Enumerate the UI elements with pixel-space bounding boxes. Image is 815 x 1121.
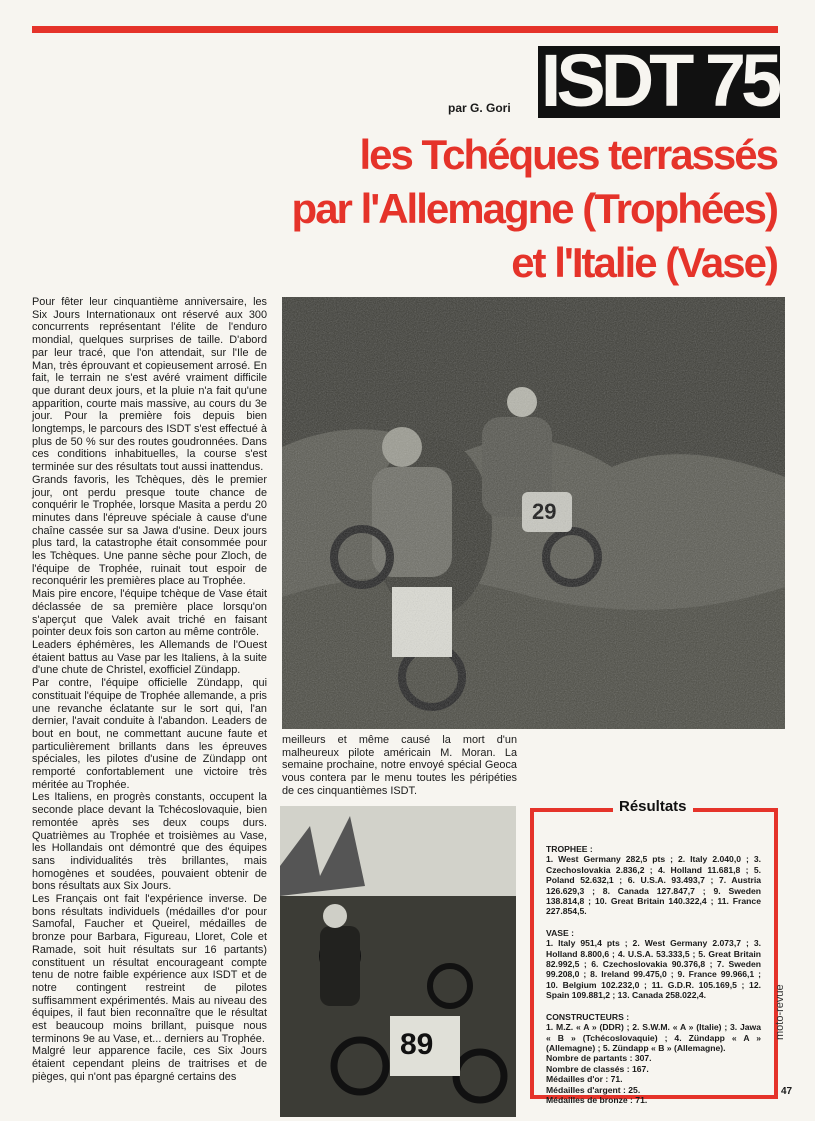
results-body bbox=[546, 844, 761, 1105]
article-paragraph: Les Français ont fait l'expérience inverse. De bons résultats individuels (médailles d'or pour Samofal, Faucher et Queirel, médailles de bronze pour Barbara, Figureau, Lloret, Cole et Ramade, soit huit résultats sur 16 partants) constituent un résultat encourageant compte tenu de notre faible expérience aux ISDT et de notre contingent restreint de pilotes suffisamment expérimentés. Mais au niveau des équipes, il faut bien reconnaître que le résultat est beaucoup moins brillant, puisque nous terminons 9e au Vase, et... derniers au Trophée. bbox=[32, 893, 267, 1045]
article-paragraph: Les Italiens, en progrès constants, occupent la seconde place devant la Tchécoslovaquie, bien remontée après ses deux coups durs. Quatrièmes au Trophée et troisièmes au Vase, les Hollandais ont démontré que des équipes sans individualités très brillantes, mais homogènes et soudées, pouvaient obtenir de bons résultats aux Six Jours. bbox=[32, 791, 267, 893]
article-paragraph: Malgré leur apparence facile, ces Six Jours étaient cependant pleins de traitrises et de pièges, qui n'ont pas épargné certains des bbox=[32, 1045, 267, 1083]
small-photo-bib-number: 89 bbox=[400, 1028, 434, 1061]
results-constructeurs-text: 1. M.Z. « A » (DDR) ; 2. S.W.M. « A » (Italie) ; 3. Jawa « B » (Tchécoslovaquie) ; 4. Zündapp « A » (Allemagne) ; 5. Zündapp « B » (Allemagne). bbox=[546, 1022, 761, 1053]
article-paragraph: Par contre, l'équipe officielle Zündapp, qui constituait l'équipe de Trophée allemande, a pris une revanche éclatante sur le sort qui, l'an dernier, l'avait conduite à l'abandon. Leaders de bout en bout, ne commettant aucune faute et particulièrement brillants dans les épreuves spéciales, les pilotes d'usine de Zündapp ont remporté confortablement une victoire très méritée au Trophée. bbox=[32, 677, 267, 791]
article-paragraph: Pour fêter leur cinquantième anniversaire, les Six Jours Internationaux ont réservé aux 300 concurrents représentant l'élite de l'enduro mondial, quelques surprises de taille. D'abord par leur tracé, que l'on attendait, sur l'Ile de Man, très éprouvant et copieusement arrosé. En fait, le terrain ne s'est avéré vraiment difficile que durant deux jours, et la pluie n'a fait qu'une apparition, courte mais massive, au cours du 3e jour. Pour la première fois depuis bien longtemps, le parcours des ISDT s'est effectué à plus de 50 % sur des routes goudronnées. Dans ces conditions inhabituelles, la course s'est terminée sur des résultats tout aussi inattendus. bbox=[32, 296, 267, 474]
results-vase-text: 1. Italy 951,4 pts ; 2. West Germany 2.073,7 ; 3. Holland 8.800,6 ; 4. U.S.A. 53.333,5 ; 5. Great Britain 82.992,5 ; 6. Czechoslovakia 90.376,8 ; 7. Sweden 99.208,0 ; 8. Ireland 99.475,0 ; 9. France 99.966,1 ; 10. Belgium 102.232,0 ; 11. G.D.R. 105.169,5 ; 12. Spain 109.881,2 ; 13. Canada 258.022,4. bbox=[546, 938, 761, 1001]
magazine-side-label: moto-revue bbox=[774, 984, 786, 1040]
results-stat-line: Médailles d'or : 71. bbox=[546, 1074, 623, 1085]
article-paragraph: Mais pire encore, l'équipe tchèque de Vase était déclassée de sa première place lorsqu'on s'aperçut que Valek avait triché en faisant pointer deux fois son carton au même contrôle. bbox=[32, 588, 267, 639]
results-title: Résultats bbox=[613, 798, 693, 815]
top-red-rule bbox=[32, 26, 778, 33]
results-constructeurs-heading: CONSTRUCTEURS : bbox=[546, 1011, 630, 1022]
results-trophee-heading: TROPHEE : bbox=[546, 844, 593, 854]
article-paragraph: meilleurs et même causé la mort d'un malheureux pilote américain M. Moran. La semaine prochaine, notre envoyé spécial Geoca vous contera par le menu toutes les péripéties de ces cinquantièmes ISDT. bbox=[282, 734, 517, 797]
subtitle-line-2: par l'Allemagne (Trophées) bbox=[291, 185, 777, 232]
main-photo-motocross-riders bbox=[282, 297, 785, 729]
results-trophee bbox=[546, 844, 761, 917]
results-vase-heading: VASE : bbox=[546, 927, 575, 938]
subtitle bbox=[217, 128, 777, 290]
subtitle-line-3: et l'Italie (Vase) bbox=[511, 239, 777, 286]
results-trophee-text: 1. West Germany 282,5 pts ; 2. Italy 2.040,0 ; 3. Czechoslovakia 2.836,2 ; 4. Holland 11.681,8 ; 5. Poland 52.632,1 ; 6. U.S.A. 93.493,7 ; 7. Austria 126.629,3 ; 8. Canada 127.847,7 ; 9. Sweden 138.814,8 ; 10. Great Britain 140.322,4 ; 11. France 227.854,5. bbox=[546, 854, 761, 917]
small-photo-illustration bbox=[280, 806, 516, 1117]
results-stat-line: Nombre de partants : 307. bbox=[546, 1053, 652, 1064]
article-right-column bbox=[282, 734, 517, 798]
main-photo-illustration bbox=[282, 297, 785, 729]
subtitle-line-1: les Tchéques terrassés bbox=[359, 131, 777, 178]
results-constructeurs bbox=[546, 1012, 761, 1054]
results-stats bbox=[546, 1053, 761, 1105]
article-paragraph: Leaders éphémères, les Allemands de l'Ouest étaient battus au Vase par les Italiens, à la suite d'une chute de Christel, exofficiel Zündapp. bbox=[32, 638, 267, 677]
byline: par G. Gori bbox=[448, 101, 511, 115]
headline: ISDT 75 bbox=[540, 39, 778, 122]
article-paragraph: Grands favoris, les Tchèques, dès le premier jour, ont perdu presque toute chance de conquérir le Trophée, lorsque Masita a perdu 20 minutes dans l'épreuve spéciale à cause d'une chaîne cassée sur sa Jawa d'usine. Deux jours plus tard, la catastrophe était consommée pour les Tchèques. Une panne sèche pour Zloch, de l'équipe de Trophée, ruinait tout espoir de reconquérir les premières place au Trophée. bbox=[32, 473, 267, 588]
page-number: 47 bbox=[781, 1086, 793, 1097]
results-stat-line: Médailles de bronze : 71. bbox=[546, 1094, 648, 1105]
results-vase bbox=[546, 928, 761, 1001]
results-stat-line: Médailles d'argent : 25. bbox=[546, 1084, 641, 1095]
results-stat-line: Nombre de classés : 167. bbox=[546, 1063, 649, 1074]
article-left-column bbox=[32, 296, 267, 1084]
small-photo-paddock bbox=[280, 806, 516, 1117]
